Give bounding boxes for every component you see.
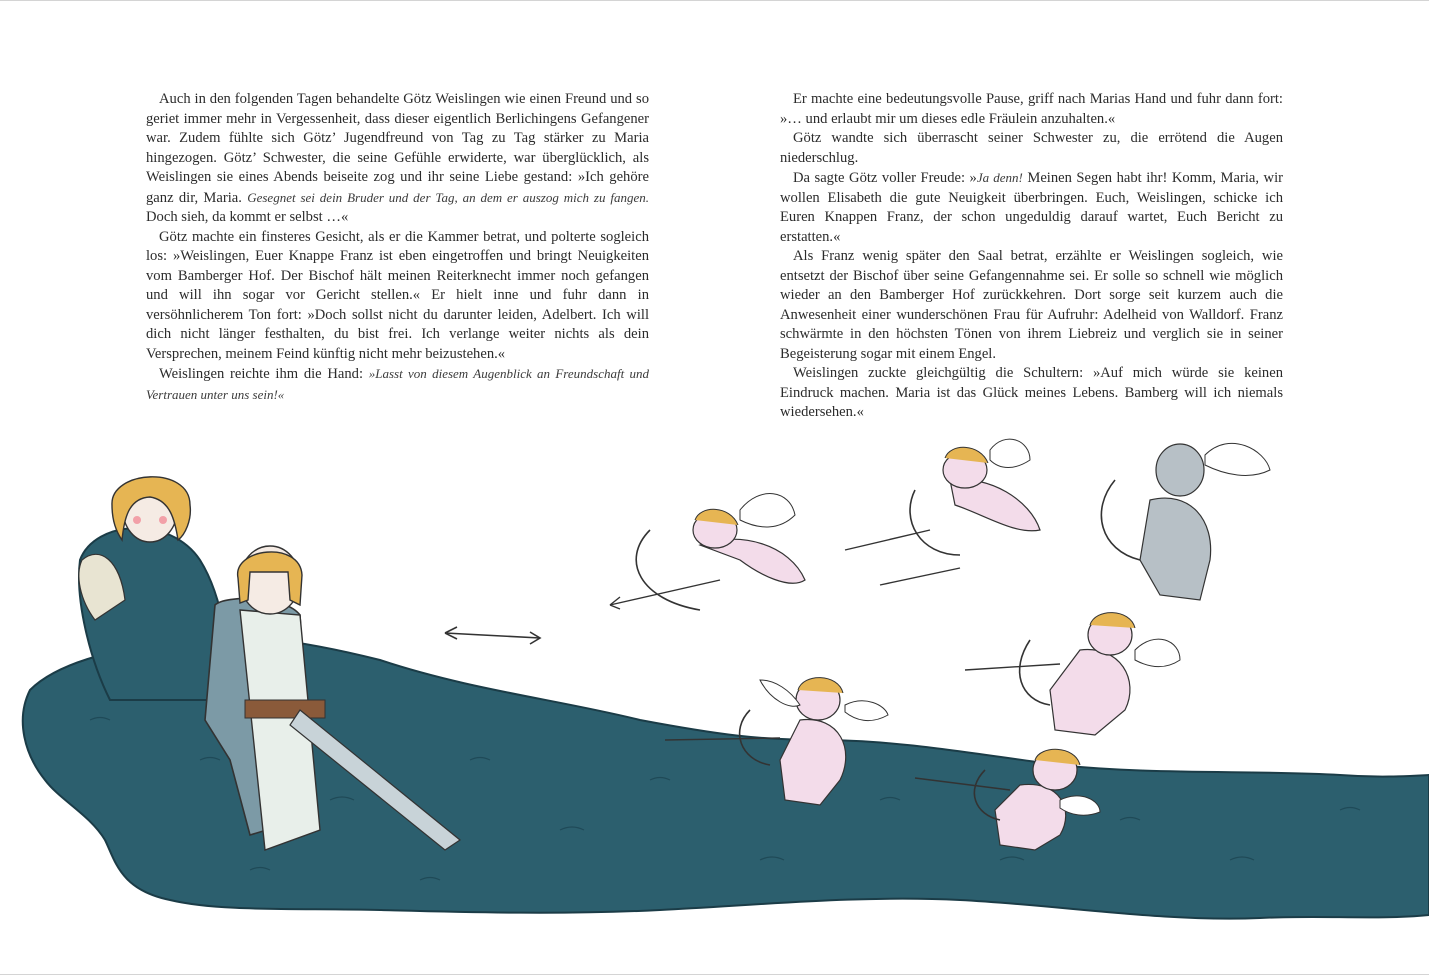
armored-cupid xyxy=(1101,443,1270,600)
paragraph xyxy=(780,247,1283,364)
paragraph xyxy=(146,90,649,228)
cupid-3 xyxy=(965,613,1180,735)
cupid-2 xyxy=(845,439,1040,585)
text-run: Da sagte Götz voller Freude: » xyxy=(793,170,977,186)
paragraph xyxy=(780,129,1283,168)
text-run: Weislingen reichte ihm die Hand: xyxy=(159,366,369,382)
text-run: Götz machte ein finsteres Gesicht, als er die Kammer betrat, und polterte sogleich los: »Weislingen, Euer Knappe Franz ist eben eingetroffen und bringt Neuigkeiten vom Bamberger Hof. Der Bischof hält meinen Reiterknecht immer noch gefangen und will ihn sogar vor Gericht stellen.« Er hielt inne und fuhr dann in versöhnlicherem Ton fort: »Doch sollst nicht du darunter leiden, Adelbert. Ich will dich nicht länger festhalten, du bist frei. Ich verlange weiter nichts als dein Versprechen, meinem Feind künftig nicht mehr beizustehen.« xyxy=(146,228,649,362)
left-page-text xyxy=(146,90,649,405)
paragraph xyxy=(780,90,1283,129)
italic-text-run: Gesegnet sei dein Bruder und der Tag, an dem er auszog mich zu fangen. xyxy=(247,189,650,205)
italic-text-run: Ja denn! xyxy=(976,170,1023,185)
text-run: Weislingen zuckte gleichgültig die Schultern: »Auf mich würde sie keinen Eindruck machen. Maria ist das Glück meines Lebens. Bamberg will ich niemals wiedersehen.« xyxy=(780,365,1283,420)
text-run: Er machte eine bedeutungsvolle Pause, griff nach Marias Hand und fuhr dann fort: »… und erlaubt mir um dieses edle Fräulein anzuhalten.« xyxy=(780,91,1283,127)
cupid-1 xyxy=(610,494,805,610)
text-run: Als Franz wenig später den Saal betrat, erzählte er Weislingen sogleich, wie entsetzt der Bischof über seine Gefangennahme sei. Er solle so schnell wie möglich wieder an den Bamberger Hof zurückkehren. Dort sorge seit kurzem auch die Anwesenheit einer wunderschönen Frau für Aufruhr: Adelheid von Walldorf. Franz schwärmte in den höchsten Tönen von ihrem Liebreiz und verglich sie in seiner Begeisterung sogar mit einem Engel. xyxy=(780,248,1283,362)
text-run: Götz wandte sich überrascht seiner Schwester zu, die errötend die Augen niederschlug. xyxy=(780,130,1283,166)
right-page-text xyxy=(780,90,1283,423)
arrow-left xyxy=(445,627,540,644)
italic-text-run: »Lasst von diesem Augenblick an Freundschaft und Vertrauen unter uns sein!« xyxy=(146,366,649,402)
text-run: Meinen Segen habt ihr! Komm, Maria, wir wollen Elisabeth die gute Neuigkeit überbringen. Euch, Weislingen, schicke ich Euren Knappen Franz, der schon ungeduldig darauf wartet, Euch Bericht zu erstatten.« xyxy=(780,170,1283,245)
bottom-edge-line xyxy=(0,974,1429,975)
paragraph xyxy=(146,228,649,365)
illustration-cupids-river xyxy=(0,420,1429,976)
text-run: Auch in den folgenden Tagen behandelte Götz Weislingen wie einen Freund und so geriet immer mehr in Vergessenheit, dass dieser eigentlich Berlichingens Gefangener war. Zudem fühlte sich Götz’ Jugendfreund von Tag zu Tag stärker zu Maria hingezogen. Götz’ Schwester, die seine Gefühle erwiderte, war überglücklich, als Weislingen sie eines Abends beiseite zog und ihr seine Liebe gestand: »Ich gehöre ganz dir, Maria. xyxy=(146,91,649,206)
top-edge-line xyxy=(0,0,1429,1)
paragraph xyxy=(780,168,1283,247)
maria-figure xyxy=(79,477,230,700)
text-run: Doch sieh, da kommt er selbst …« xyxy=(146,209,349,225)
paragraph xyxy=(146,364,649,405)
paragraph xyxy=(780,364,1283,423)
